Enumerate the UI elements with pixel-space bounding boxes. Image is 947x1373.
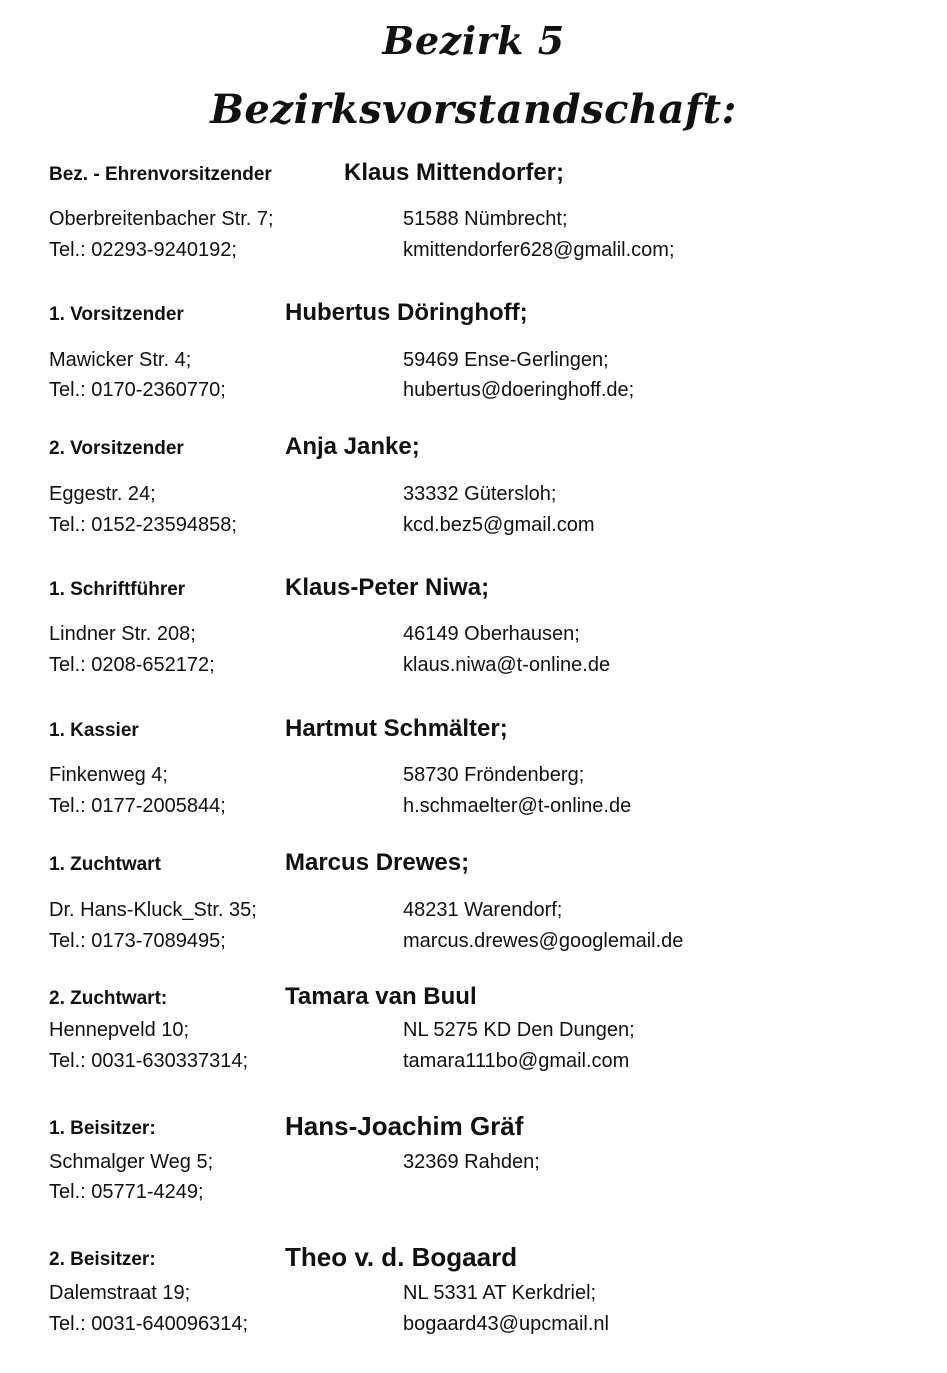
- member-email: kcd.bez5@gmail.com: [403, 514, 595, 536]
- member-city: 59469 Ense-Gerlingen;: [403, 349, 609, 371]
- member-city: 32369 Rahden;: [403, 1151, 540, 1173]
- member-role: 2. Zuchtwart:: [49, 988, 168, 1009]
- member-street: Finkenweg 4;: [49, 764, 168, 786]
- member-name: Hubertus Döringhoff;: [285, 299, 528, 326]
- member-role: 1. Beisitzer:: [49, 1118, 156, 1139]
- member-city: 46149 Oberhausen;: [403, 623, 580, 645]
- member-street: Eggestr. 24;: [49, 483, 156, 505]
- member-city: 58730 Fröndenberg;: [403, 764, 585, 786]
- member-email: bogaard43@upcmail.nl: [403, 1313, 609, 1335]
- member-email: h.schmaelter@t-online.de: [403, 795, 632, 817]
- member-city: NL 5275 KD Den Dungen;: [403, 1019, 635, 1041]
- member-phone: Tel.: 05771-4249;: [49, 1181, 204, 1203]
- member-phone: Tel.: 0152-23594858;: [49, 514, 237, 536]
- page-title: Bezirk 5: [382, 18, 565, 63]
- page-subtitle: Bezirksvorstandschaft:: [210, 86, 737, 133]
- member-phone: Tel.: 0031-640096314;: [49, 1313, 249, 1335]
- member-email: kmittendorfer628@gmalil.com;: [403, 239, 675, 261]
- member-city: 33332 Gütersloh;: [403, 483, 557, 505]
- member-name: Klaus Mittendorfer;: [344, 159, 565, 186]
- member-street: Lindner Str. 208;: [49, 623, 196, 645]
- member-email: marcus.drewes@googlemail.de: [403, 930, 684, 952]
- member-phone: Tel.: 0177-2005844;: [49, 795, 226, 817]
- member-street: Oberbreitenbacher Str. 7;: [49, 208, 274, 230]
- member-role: 1. Kassier: [49, 720, 139, 741]
- member-city: 51588 Nümbrecht;: [403, 208, 568, 230]
- member-name: Tamara van Buul: [285, 983, 477, 1010]
- member-name: Theo v. d. Bogaard: [285, 1242, 518, 1272]
- member-email: hubertus@doeringhoff.de;: [403, 379, 635, 401]
- member-role: 1. Schriftführer: [49, 579, 186, 600]
- member-phone: Tel.: 0208-652172;: [49, 654, 215, 676]
- member-name: Marcus Drewes;: [285, 849, 470, 876]
- member-street: Hennepveld 10;: [49, 1019, 190, 1041]
- member-role: 2. Beisitzer:: [49, 1249, 156, 1270]
- member-role: 1. Zuchtwart: [49, 854, 161, 875]
- member-name: Klaus-Peter Niwa;: [285, 574, 490, 601]
- member-phone: Tel.: 0173-7089495;: [49, 930, 226, 952]
- member-phone: Tel.: 0170-2360770;: [49, 379, 226, 401]
- member-email: klaus.niwa@t-online.de: [403, 654, 611, 676]
- member-role: 2. Vorsitzender: [49, 438, 184, 459]
- member-name: Anja Janke;: [285, 433, 420, 460]
- member-role: Bez. - Ehrenvorsitzender: [49, 164, 272, 185]
- member-street: Dalemstraat 19;: [49, 1282, 191, 1304]
- member-name: Hans-Joachim Gräf: [285, 1111, 524, 1141]
- member-street: Schmalger Weg 5;: [49, 1151, 214, 1173]
- member-city: NL 5331 AT Kerkdriel;: [403, 1282, 597, 1304]
- member-city: 48231 Warendorf;: [403, 899, 563, 921]
- member-street: Dr. Hans-Kluck_Str. 35;: [49, 899, 257, 921]
- member-phone: Tel.: 02293-9240192;: [49, 239, 237, 261]
- member-street: Mawicker Str. 4;: [49, 349, 192, 371]
- member-email: tamara111bo@gmail.com: [403, 1050, 630, 1072]
- member-role: 1. Vorsitzender: [49, 304, 184, 325]
- member-phone: Tel.: 0031-630337314;: [49, 1050, 249, 1072]
- member-name: Hartmut Schmälter;: [285, 715, 508, 742]
